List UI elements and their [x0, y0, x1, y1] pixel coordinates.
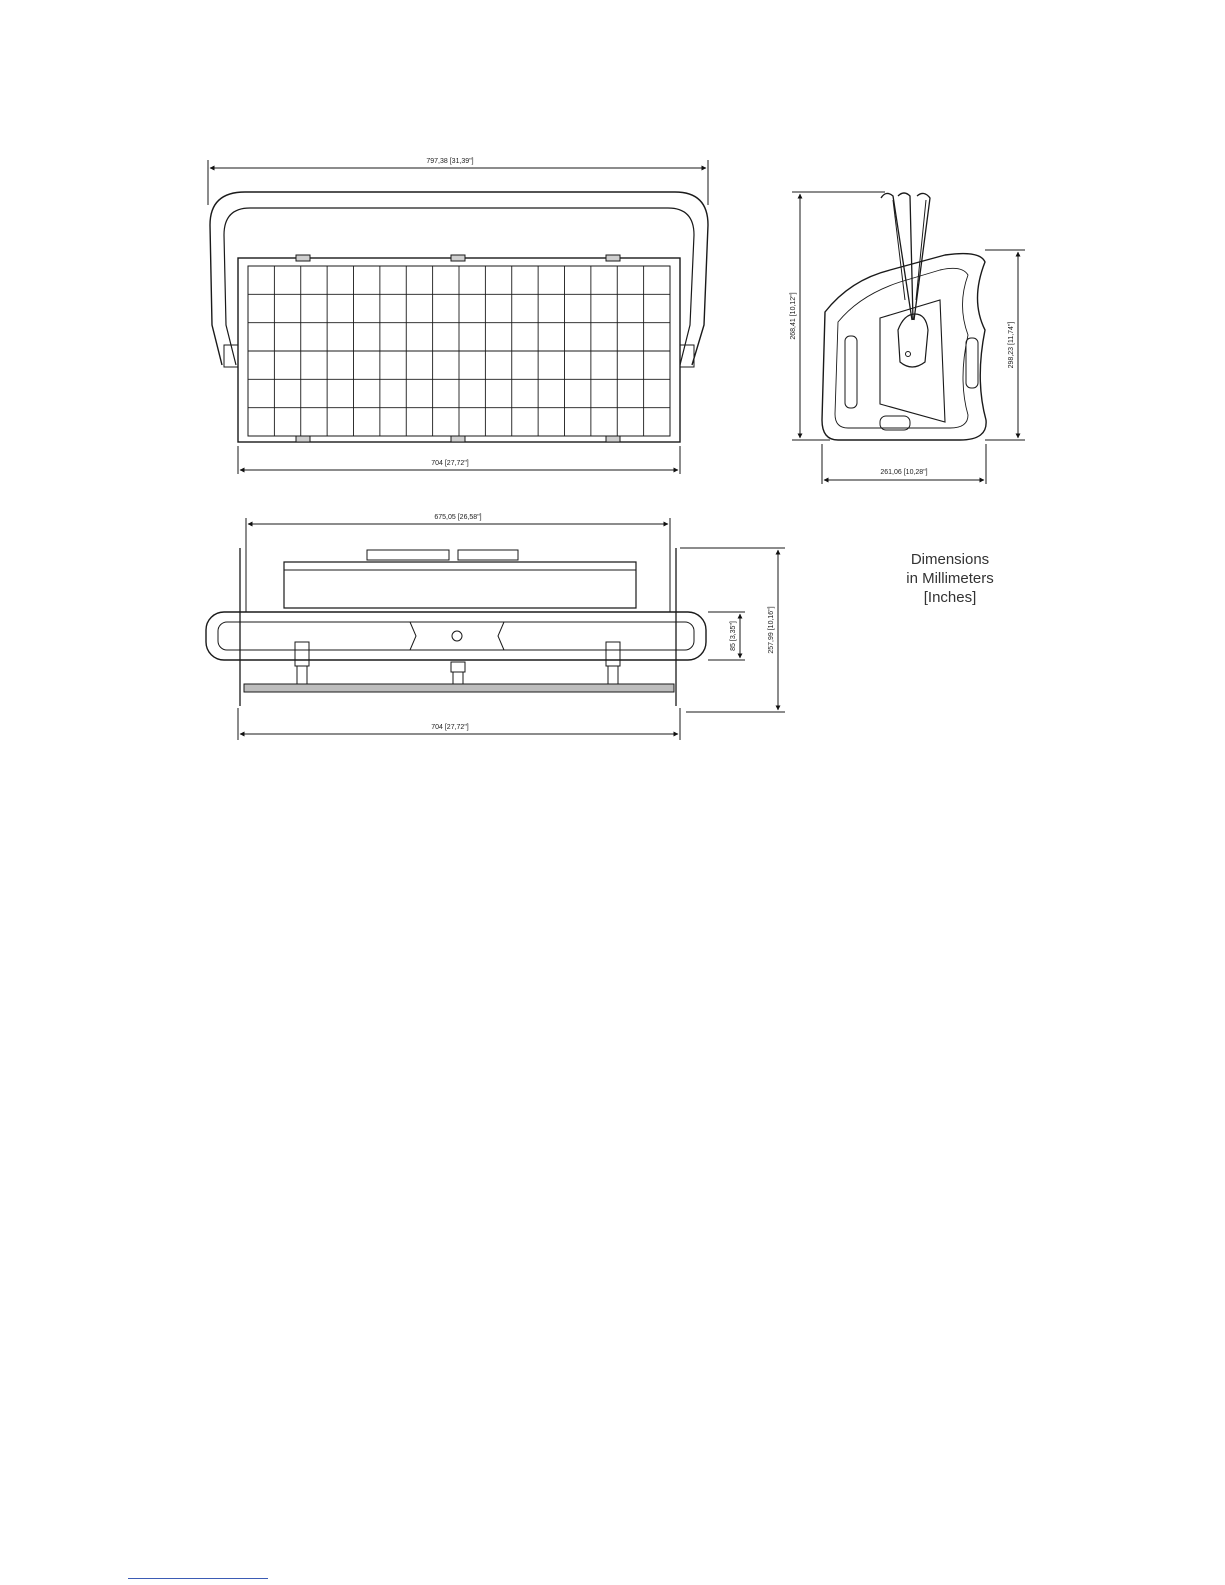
- top-overall-depth-label: 257,99 [10,16"]: [768, 606, 775, 654]
- legend-line-3: [Inches]: [923, 589, 977, 606]
- front-view: [208, 160, 708, 474]
- lens-grid: [248, 266, 670, 436]
- side-body-height-label: 298,23 [11,74"]: [1008, 321, 1015, 369]
- legend-line-1: Dimensions: [910, 551, 990, 568]
- front-overall-width-label: 797,38 [31,39"]: [426, 158, 474, 165]
- side-depth-label: 261,06 [10,28"]: [880, 469, 928, 476]
- top-body-width-label: 704 [27,72"]: [431, 724, 469, 731]
- footer-rule: [128, 1578, 268, 1579]
- side-overall-height-label: 268,41 [10,12"]: [790, 292, 797, 340]
- top-bracket-depth-label: 85 [3,35"]: [730, 621, 737, 651]
- units-legend: [855, 550, 1045, 607]
- top-view: [206, 518, 785, 740]
- side-view: [792, 192, 1025, 484]
- top-inner-width-label: 675,05 [26,58"]: [434, 514, 482, 521]
- feet: [295, 642, 620, 688]
- legend-line-2: in Millimeters: [906, 570, 994, 587]
- front-body-width-label: 704 [27,72"]: [431, 460, 469, 467]
